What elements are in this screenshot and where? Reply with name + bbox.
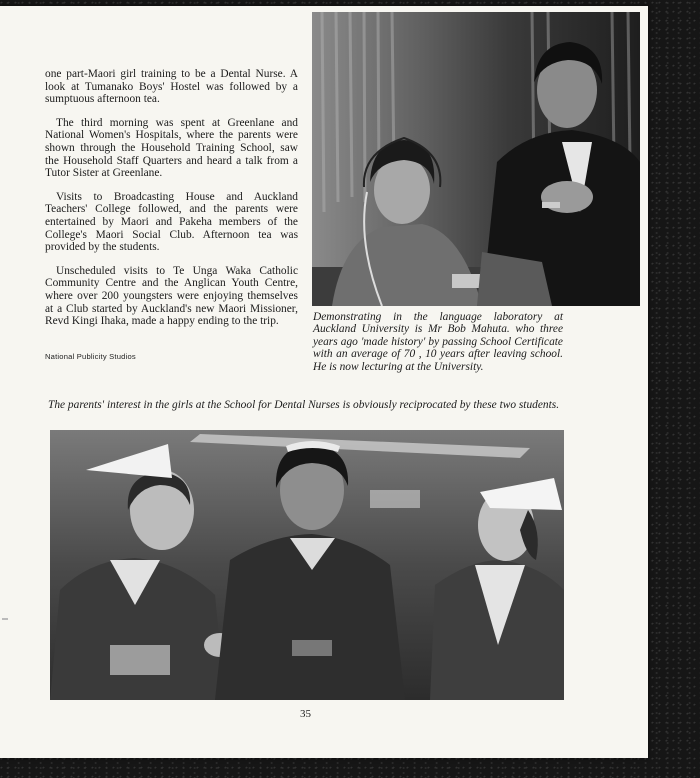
dental-nurses-caption: The parents' interest in the girls at the School for Dental Nurses is obviously reciprocated by these two students. [48,399,560,411]
margin-mark [2,618,8,620]
page-number: 35 [300,708,311,720]
paragraph-2: The third morning was spent at Greenlane and National Women's Hospitals, where the parents were shown through the Household Training School, saw the Household Staff Quarters and heard a talk from a Tutor Sister at Greenlane. [45,116,298,180]
paragraph-1: one part-Maori girl training to be a Dental Nurse. A look at Tumanako Boys' Hostel was followed by a sumptuous afternoon tea. [45,68,298,106]
language-lab-photo [312,12,640,306]
photo-credit: National Publicity Studios [45,352,136,361]
dental-nurses-photo [50,430,564,700]
article-body [45,68,298,339]
paragraph-4: Unscheduled visits to Te Unga Waka Catholic Community Centre and the Anglican Youth Centre, where over 200 youngsters were enjoying themselves at a Club started by Auckland's new Maori Missioner, Revd Kingi Ihaka, made a happy ending to the trip. [45,264,298,328]
paragraph-3: Visits to Broadcasting House and Auckland Teachers' College followed, and the parents were entertained by Maori and Pakeha members of the College's Maori Social Club. Afternoon tea was provided by the students. [45,190,298,254]
magazine-page [0,6,648,758]
language-lab-caption: Demonstrating in the language laboratory at Auckland University is Mr Bob Mahuta. who three years ago 'made history' by passing School Certificate with an average of 70 , 10 years after leaving school. He is now lecturing at the University. [313,311,563,373]
